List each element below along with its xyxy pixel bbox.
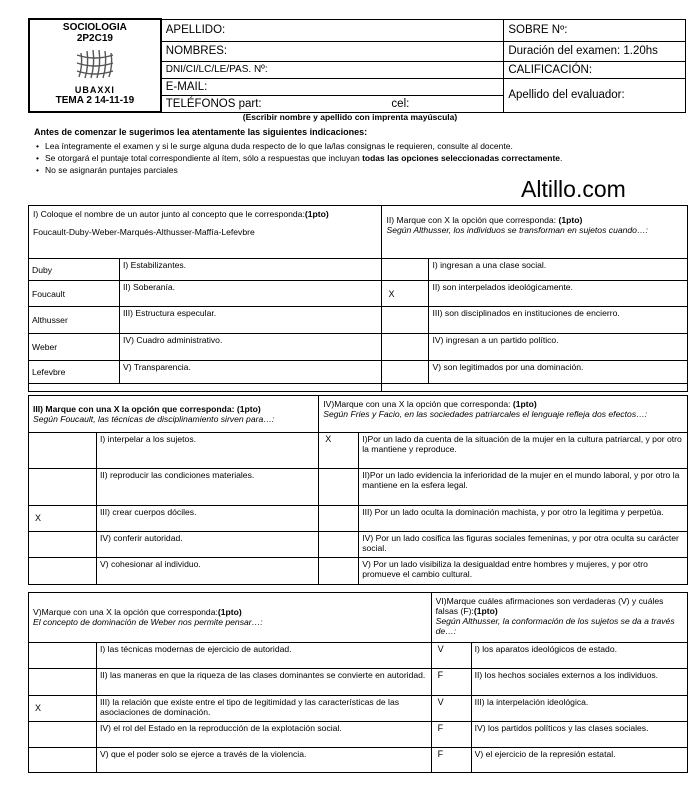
q4-option: II)Por un lado evidencia la inferioridad de la mujer en el mundo laboral, y por otro la mantiene en la esfera legal.: [359, 469, 688, 506]
q1-concept: V) Transparencia.: [120, 361, 382, 384]
university-name: UBAXXI: [74, 85, 115, 95]
q3-answer[interactable]: [29, 469, 97, 506]
q4-answer[interactable]: [319, 505, 359, 531]
instruction-item: • Se otorgará el puntaje total correspondiente al ítem, sólo a respuestas que incluyan todas las opciones seleccionadas correctamente.: [34, 152, 684, 164]
q1-answer[interactable]: Lefevbre: [29, 361, 120, 384]
q4-answer[interactable]: X: [319, 432, 359, 469]
calificacion-field[interactable]: CALIFICACIÓN:: [504, 61, 686, 78]
q2-header: II) Marque con X la opción que corresponda: (1pto) Según Althusser, los individuos se transforman en sujetos cuando…:: [382, 206, 688, 259]
logo-block: [29, 19, 161, 112]
section-5-6: [28, 592, 688, 773]
evaluador-field[interactable]: Apellido del evaluador:: [504, 78, 686, 112]
instructions: [34, 127, 684, 176]
exam-tema: TEMA 2 14-11-19: [55, 95, 135, 106]
q5-answer[interactable]: X: [29, 695, 97, 721]
q2-option: II) son interpelados ideológicamente.: [429, 281, 688, 307]
q6-answer[interactable]: F: [431, 721, 471, 747]
q6-option: V) el ejercicio de la represión estatal.: [471, 747, 687, 772]
q5-option: V) que el poder solo se ejerce a través de la violencia.: [97, 747, 432, 772]
q4-answer[interactable]: [319, 532, 359, 557]
q1-concept: IV) Cuadro administrativo.: [120, 334, 382, 361]
q6-option: IV) los partidos políticos y las clases sociales.: [471, 721, 687, 747]
nombres-field[interactable]: NOMBRES:: [161, 41, 504, 61]
q3-header: III) Marque con una X la opción que corresponda: (1pto) Según Foucault, las técnicas de disciplinamiento sirven para…:: [29, 396, 319, 433]
telefonos-field[interactable]: [161, 95, 504, 112]
section-1-2: [28, 205, 688, 392]
q2-answer[interactable]: [382, 259, 429, 281]
q2-option: V) son legitimados por una dominación.: [429, 361, 688, 384]
instruction-item: • Lea íntegramente el examen y si le surge alguna duda respecto de lo que la/las consignas le requieren, consulte al docente.: [34, 140, 684, 152]
q1-answer[interactable]: Duby: [29, 259, 120, 281]
q3-option: II) reproducir las condiciones materiales.: [97, 469, 319, 506]
spacer-row: [382, 384, 688, 392]
q4-option: III) Por un lado oculta la dominación machista, y por otro la legitima y perpetúa.: [359, 505, 688, 531]
q5-option: III) la relación que existe entre el tipo de legitimidad y las características de las asociaciones de dominación.: [97, 695, 432, 721]
q3-answer[interactable]: [29, 557, 97, 584]
q4-answer[interactable]: [319, 557, 359, 584]
instructions-title: Antes de comenzar le sugerimos lea atentamente las siguientes indicaciones:: [34, 127, 368, 137]
q5-option: IV) el rol del Estado en la reproducción de la explotación social.: [97, 721, 432, 747]
q5-answer[interactable]: [29, 642, 97, 668]
q3-answer[interactable]: [29, 432, 97, 469]
course-code: 2P2C19: [76, 33, 113, 44]
q6-option: I) los aparatos ideológicos de estado.: [471, 642, 687, 668]
q1-answer[interactable]: Weber: [29, 334, 120, 361]
q2-answer[interactable]: [382, 334, 429, 361]
course-name: SOCIOLOGIA: [62, 22, 127, 33]
q1-header: I) Coloque el nombre de un autor junto al concepto que le corresponda:(1pto) Foucault-Duby-Weber-Marqués-Althusser-Maffía-Lefevbre: [29, 206, 382, 259]
q4-answer[interactable]: [319, 469, 359, 506]
q3-option: V) cohesionar al individuo.: [97, 557, 319, 584]
q5-option: I) las técnicas modernas de ejercicio de autoridad.: [97, 642, 432, 668]
telefonos-label: TELÉFONOS part:: [165, 97, 262, 110]
q3-option: IV) conferir autoridad.: [97, 532, 319, 557]
q5-answer[interactable]: [29, 668, 97, 695]
cel-label: cel:: [391, 97, 410, 110]
q6-option: III) la interpelación ideológica.: [471, 695, 687, 721]
q2-option: I) ingresan a una clase social.: [429, 259, 688, 281]
q6-option: II) los hechos sociales externos a los individuos.: [471, 668, 687, 695]
email-field[interactable]: E-MAIL:: [161, 78, 504, 95]
q3-option: I) interpelar a los sujetos.: [97, 432, 319, 469]
author-list: Foucault-Duby-Weber-Marqués-Althusser-Maffía-Lefevbre: [33, 227, 255, 237]
q2-option: IV) ingresan a un partido político.: [429, 334, 688, 361]
q4-option: I)Por un lado da cuenta de la situación de la mujer en la cultura patriarcal, y por otro la mantiene y reproduce.: [359, 432, 688, 469]
watermark: Altillo.com: [521, 176, 626, 202]
q5-header: V)Marque con una X la opción que corresponda:(1pto) El concepto de dominación de Weber nos permite pensar…:: [29, 593, 432, 643]
uba-logo-icon: [73, 47, 117, 81]
write-note: (Escribir nombre y apellido con imprenta mayúscula): [242, 112, 458, 122]
q6-answer[interactable]: V: [431, 642, 471, 668]
dni-field[interactable]: DNI/CI/LC/LE/PAS. Nº:: [161, 61, 504, 78]
q3-answer[interactable]: [29, 532, 97, 557]
q3-answer[interactable]: X: [29, 505, 97, 531]
q4-option: IV) Por un lado cosifica las figuras sociales femeninas, y por otra oculta su carácter social.: [359, 532, 688, 557]
q1-answer[interactable]: Foucault: [29, 281, 120, 307]
q3-option: III) crear cuerpos dóciles.: [97, 505, 319, 531]
q4-header: IV)Marque con una X la opción que corresponda: (1pto) Según Fries y Facio, en las sociedades patriarcales el lenguaje refleja dos efectos…:: [319, 396, 688, 433]
q1-concept: II) Soberanía.: [120, 281, 382, 307]
spacer-row: [29, 384, 382, 392]
q2-answer[interactable]: [382, 361, 429, 384]
instruction-item: • No se asignarán puntajes parciales: [34, 164, 684, 176]
q6-header: VI)Marque cuáles afirmaciones son verdaderas (V) y cuáles falsas (F):(1pto) Según Althusser, la conformación de los sujetos se da a través de…:: [431, 593, 687, 643]
q4-option: V) Por un lado visibiliza la desigualdad entre hombres y mujeres, y por otro promueve el cambio cultural.: [359, 557, 688, 584]
q1-concept: III) Estructura especular.: [120, 307, 382, 334]
q5-answer[interactable]: [29, 747, 97, 772]
q1-concept: I) Estabilizantes.: [120, 259, 382, 281]
q6-answer[interactable]: F: [431, 668, 471, 695]
duration-label: Duración del examen: 1.20hs: [504, 41, 686, 61]
apellido-field[interactable]: APELLIDO:: [161, 19, 504, 41]
q5-answer[interactable]: [29, 721, 97, 747]
q1-answer[interactable]: Althusser: [29, 307, 120, 334]
sobre-field[interactable]: SOBRE Nº:: [504, 19, 686, 41]
q6-answer[interactable]: F: [431, 747, 471, 772]
exam-header: [28, 18, 686, 113]
q6-answer[interactable]: V: [431, 695, 471, 721]
q2-option: III) son disciplinados en instituciones de encierro.: [429, 307, 688, 334]
section-3-4: [28, 395, 688, 585]
q2-answer[interactable]: X: [382, 281, 429, 307]
q5-option: II) las maneras en que la riqueza de las clases dominantes se convierte en autoridad.: [97, 668, 432, 695]
q2-answer[interactable]: [382, 307, 429, 334]
